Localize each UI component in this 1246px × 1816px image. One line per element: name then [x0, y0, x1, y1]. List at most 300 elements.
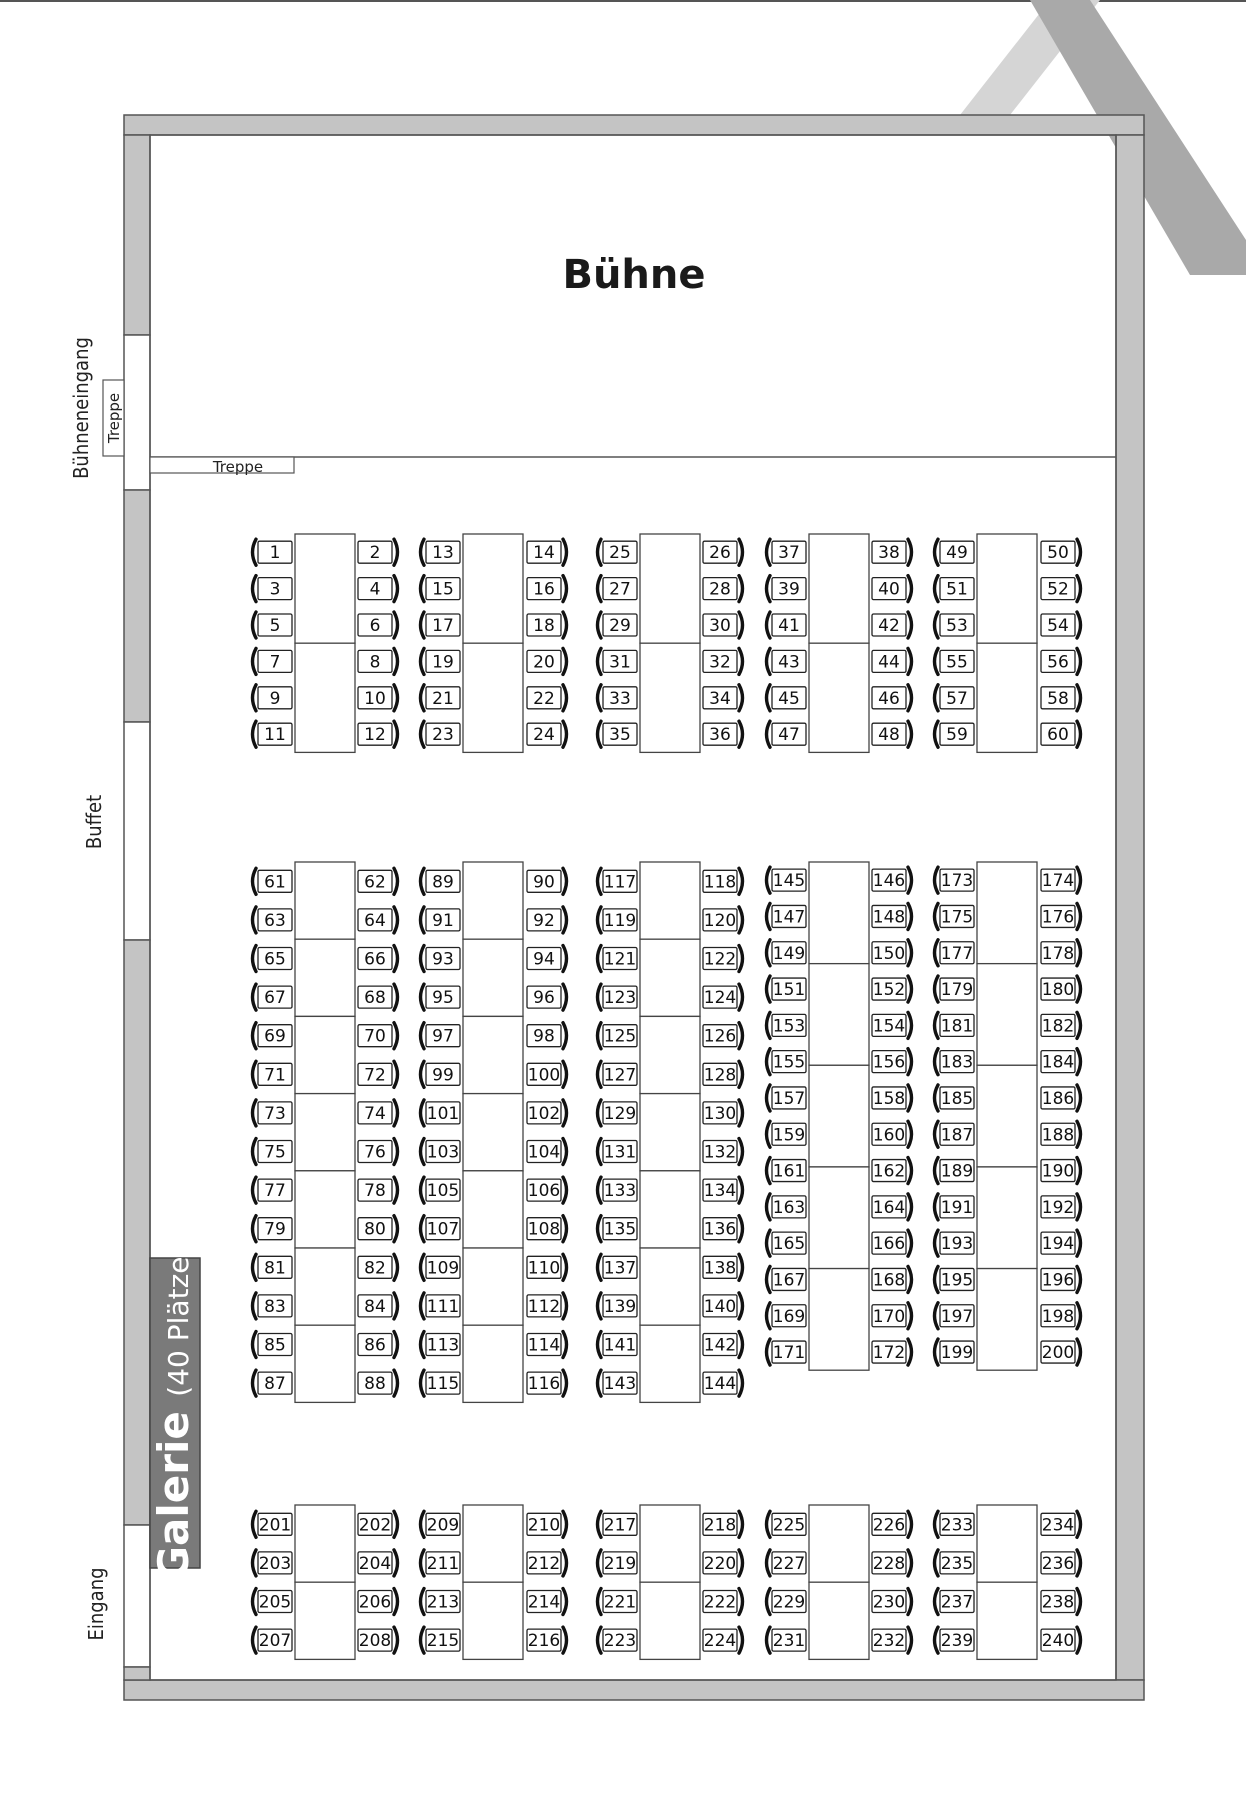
seat-240 [1041, 1627, 1081, 1653]
seat-222 [703, 1589, 743, 1615]
seat-number: 151 [772, 980, 806, 1001]
chair-back [394, 1216, 398, 1242]
seat-106 [527, 1177, 567, 1203]
chair-back [563, 539, 567, 565]
chair-back [394, 576, 398, 602]
seat-number: 114 [527, 1335, 561, 1356]
seat-17 [421, 612, 461, 638]
seat-number: 79 [264, 1219, 286, 1240]
table [463, 1094, 523, 1171]
chair-back [421, 1100, 425, 1126]
seat-127 [598, 1061, 638, 1087]
chair-back [739, 1061, 743, 1087]
seat-104 [527, 1139, 567, 1165]
seat-number: 82 [364, 1258, 386, 1279]
seat-156 [872, 1049, 912, 1075]
chair-back [767, 648, 771, 674]
chair-back [767, 1339, 771, 1365]
chair-back [935, 1230, 939, 1256]
seat-number: 26 [709, 543, 731, 564]
seat-number: 148 [872, 907, 906, 928]
chair-back [1077, 867, 1081, 893]
chair-back [394, 907, 398, 933]
chair-back [767, 721, 771, 747]
seat-113 [421, 1332, 461, 1358]
chair-back [739, 721, 743, 747]
seat-number: 165 [772, 1234, 806, 1255]
seat-number: 70 [364, 1026, 386, 1047]
seat-155 [767, 1049, 807, 1075]
seat-number: 7 [269, 652, 281, 673]
chair-back [767, 1511, 771, 1537]
seat-198 [1041, 1303, 1081, 1329]
seat-number: 85 [264, 1335, 286, 1356]
seat-number: 22 [533, 688, 555, 709]
seat-number: 18 [533, 616, 555, 636]
seat-number: 205 [258, 1592, 292, 1613]
seat-number: 10 [364, 688, 386, 709]
chair-back [935, 648, 939, 674]
seat-number: 34 [709, 688, 731, 709]
seat-30 [703, 612, 743, 638]
seat-90 [527, 868, 567, 894]
chair-back [421, 984, 425, 1010]
table [295, 1505, 355, 1582]
seat-number: 141 [603, 1335, 637, 1356]
chair-back [908, 1627, 912, 1653]
seat-number: 115 [426, 1374, 460, 1395]
chair-back [563, 1293, 567, 1319]
seat-number: 128 [703, 1065, 737, 1086]
seat-number: 13 [432, 543, 454, 564]
chair-back [421, 1139, 425, 1165]
chair-back [598, 946, 602, 972]
chair-back [1077, 685, 1081, 711]
seat-149 [767, 940, 807, 966]
seat-216 [527, 1627, 567, 1653]
chair-back [394, 648, 398, 674]
chair-back [739, 1100, 743, 1126]
seat-15 [421, 576, 461, 602]
chair-back [598, 1627, 602, 1653]
seat-number: 130 [703, 1103, 737, 1124]
chair-back [935, 940, 939, 966]
seat-94 [527, 946, 567, 972]
seat-number: 27 [609, 579, 631, 600]
seat-number: 68 [364, 988, 386, 1009]
seat-number: 81 [264, 1258, 286, 1279]
seat-13 [421, 539, 461, 565]
seat-number: 153 [772, 1016, 806, 1037]
chair-back [739, 612, 743, 638]
seat-10 [358, 685, 398, 711]
seat-number: 209 [426, 1515, 460, 1536]
seat-number: 52 [1047, 579, 1069, 600]
seat-221 [598, 1589, 638, 1615]
chair-back [421, 1293, 425, 1319]
chair-back [739, 1589, 743, 1615]
seat-number: 215 [426, 1631, 460, 1652]
seat-number: 219 [603, 1553, 637, 1574]
seat-229 [767, 1589, 807, 1615]
seat-3 [253, 576, 293, 602]
chair-back [767, 576, 771, 602]
seat-number: 175 [940, 907, 974, 928]
seat-number: 201 [258, 1515, 292, 1536]
seat-number: 203 [258, 1553, 292, 1574]
seat-number: 104 [527, 1142, 561, 1163]
seat-123 [598, 984, 638, 1010]
seat-96 [527, 984, 567, 1010]
chair-back [563, 1216, 567, 1242]
seat-number: 155 [772, 1052, 806, 1073]
chair-back [253, 685, 257, 711]
seat-number: 204 [358, 1553, 392, 1574]
seat-number: 138 [703, 1258, 737, 1279]
chair-back [908, 1339, 912, 1365]
seat-215 [421, 1627, 461, 1653]
chair-back [253, 1589, 257, 1615]
seat-number: 39 [778, 579, 800, 600]
seat-140 [703, 1293, 743, 1319]
seat-number: 154 [872, 1016, 906, 1037]
seat-number: 41 [778, 616, 800, 636]
seat-164 [872, 1194, 912, 1220]
seat-186 [1041, 1085, 1081, 1111]
chair-back [767, 1266, 771, 1292]
table [809, 1269, 869, 1371]
table [977, 1167, 1037, 1269]
seat-224 [703, 1627, 743, 1653]
seat-35 [598, 721, 638, 747]
chair-back [739, 1216, 743, 1242]
seat-number: 56 [1047, 652, 1069, 673]
seat-number: 213 [426, 1592, 460, 1613]
seat-130 [703, 1100, 743, 1126]
seat-number: 28 [709, 579, 731, 600]
seat-number: 65 [264, 949, 286, 970]
seat-number: 48 [878, 725, 900, 746]
seat-77 [253, 1177, 293, 1203]
seat-number: 86 [364, 1335, 386, 1356]
seat-135 [598, 1216, 638, 1242]
chair-back [908, 940, 912, 966]
chair-back [563, 1100, 567, 1126]
seat-number: 1 [269, 543, 281, 564]
chair-back [421, 1216, 425, 1242]
seat-234 [1041, 1511, 1081, 1537]
seat-168 [872, 1266, 912, 1292]
chair-back [563, 1627, 567, 1653]
chair-back [1077, 1589, 1081, 1615]
seat-126 [703, 1023, 743, 1049]
seat-196 [1041, 1266, 1081, 1292]
seat-133 [598, 1177, 638, 1203]
chair-back [598, 685, 602, 711]
chair-back [598, 1139, 602, 1165]
seat-number: 113 [426, 1335, 460, 1356]
seat-131 [598, 1139, 638, 1165]
chair-back [598, 1254, 602, 1280]
seat-82 [358, 1254, 398, 1280]
seat-number: 96 [533, 988, 555, 1009]
seat-27 [598, 576, 638, 602]
chair-back [767, 1085, 771, 1111]
seat-number: 210 [527, 1515, 561, 1536]
seat-number: 140 [703, 1296, 737, 1317]
chair-back [935, 685, 939, 711]
seat-number: 121 [603, 949, 637, 970]
chair-back [908, 1511, 912, 1537]
chair-back [253, 1293, 257, 1319]
seat-number: 105 [426, 1181, 460, 1202]
chair-back [394, 946, 398, 972]
seat-52 [1041, 576, 1081, 602]
seat-36 [703, 721, 743, 747]
seat-number: 23 [432, 725, 454, 746]
seat-number: 149 [772, 943, 806, 964]
chair-back [767, 1194, 771, 1220]
table [295, 1094, 355, 1171]
table [463, 939, 523, 1016]
seat-number: 229 [772, 1592, 806, 1613]
seat-number: 220 [703, 1553, 737, 1574]
seat-number: 173 [940, 871, 974, 892]
chair-back [935, 976, 939, 1002]
seat-114 [527, 1332, 567, 1358]
chair-back [421, 539, 425, 565]
seat-number: 67 [264, 988, 286, 1009]
seat-91 [421, 907, 461, 933]
seat-11 [253, 721, 293, 747]
chair-back [908, 976, 912, 1002]
seat-number: 62 [364, 872, 386, 893]
seat-number: 55 [946, 652, 968, 673]
chair-back [394, 984, 398, 1010]
seat-number: 157 [772, 1088, 806, 1109]
chair-back [739, 1254, 743, 1280]
table [809, 862, 869, 964]
seat-120 [703, 907, 743, 933]
seat-number: 40 [878, 579, 900, 600]
table [640, 534, 700, 643]
seat-number: 47 [778, 725, 800, 746]
seat-121 [598, 946, 638, 972]
seat-98 [527, 1023, 567, 1049]
chair-back [253, 1023, 257, 1049]
seat-number: 88 [364, 1374, 386, 1395]
table [295, 534, 355, 643]
seat-number: 66 [364, 949, 386, 970]
seat-number: 116 [527, 1374, 561, 1395]
chair-back [253, 576, 257, 602]
chair-back [421, 612, 425, 638]
seat-41 [767, 612, 807, 638]
seat-number: 60 [1047, 725, 1069, 746]
chair-back [421, 648, 425, 674]
table [640, 1094, 700, 1171]
seat-220 [703, 1550, 743, 1576]
seat-number: 8 [369, 652, 381, 673]
seat-6 [358, 612, 398, 638]
seat-51 [935, 576, 975, 602]
seat-number: 53 [946, 616, 968, 636]
seat-81 [253, 1254, 293, 1280]
seat-237 [935, 1589, 975, 1615]
chair-back [563, 612, 567, 638]
table [640, 643, 700, 752]
chair-back [739, 984, 743, 1010]
chair-back [1077, 539, 1081, 565]
seat-number: 35 [609, 725, 631, 746]
chair-back [253, 1100, 257, 1126]
table [640, 1248, 700, 1325]
seat-79 [253, 1216, 293, 1242]
seat-8 [358, 648, 398, 674]
seat-number: 93 [432, 949, 454, 970]
seat-number: 37 [778, 543, 800, 564]
seat-number: 177 [940, 943, 974, 964]
seat-number: 6 [369, 616, 381, 636]
seat-202 [358, 1511, 398, 1537]
stairs-horizontal-label: Treppe [212, 458, 264, 476]
seat-number: 99 [432, 1065, 454, 1086]
chair-back [563, 868, 567, 894]
table [640, 1016, 700, 1093]
seat-187 [935, 1121, 975, 1147]
chair-back [908, 1589, 912, 1615]
stage-entrance-label: Bühneneingang [69, 337, 93, 479]
seat-number: 237 [940, 1592, 974, 1613]
seat-29 [598, 612, 638, 638]
chair-back [1077, 1339, 1081, 1365]
chair-back [421, 1370, 425, 1396]
chair-back [394, 1627, 398, 1653]
chair-back [935, 1589, 939, 1615]
seat-number: 89 [432, 872, 454, 893]
seat-number: 36 [709, 725, 731, 746]
seat-219 [598, 1550, 638, 1576]
seat-number: 184 [1041, 1052, 1075, 1073]
seat-number: 192 [1041, 1197, 1075, 1218]
seat-200 [1041, 1339, 1081, 1365]
seat-number: 191 [940, 1197, 974, 1218]
chair-back [1077, 976, 1081, 1002]
chair-back [563, 1370, 567, 1396]
chair-back [394, 1511, 398, 1537]
seat-107 [421, 1216, 461, 1242]
table [295, 1582, 355, 1659]
chair-back [1077, 612, 1081, 638]
seat-147 [767, 903, 807, 929]
seat-153 [767, 1012, 807, 1038]
seat-213 [421, 1589, 461, 1615]
seat-number: 198 [1041, 1306, 1075, 1327]
seat-number: 200 [1041, 1343, 1075, 1364]
seat-number: 145 [772, 871, 806, 892]
seat-number: 158 [872, 1088, 906, 1109]
chair-back [394, 1293, 398, 1319]
seat-136 [703, 1216, 743, 1242]
seat-69 [253, 1023, 293, 1049]
seat-number: 225 [772, 1515, 806, 1536]
seat-number: 142 [703, 1335, 737, 1356]
seat-225 [767, 1511, 807, 1537]
seat-number: 14 [533, 543, 555, 564]
seat-number: 187 [940, 1125, 974, 1146]
chair-back [421, 868, 425, 894]
seat-number: 232 [872, 1631, 906, 1652]
chair-back [739, 1177, 743, 1203]
seat-117 [598, 868, 638, 894]
seat-number: 133 [603, 1181, 637, 1202]
seat-number: 49 [946, 543, 968, 564]
seat-75 [253, 1139, 293, 1165]
chair-back [908, 612, 912, 638]
chair-back [563, 907, 567, 933]
seat-195 [935, 1266, 975, 1292]
seat-number: 111 [426, 1296, 460, 1317]
seat-number: 38 [878, 543, 900, 564]
seat-number: 3 [269, 579, 281, 600]
buffet-label: Buffet [82, 794, 106, 850]
seat-38 [872, 539, 912, 565]
seat-214 [527, 1589, 567, 1615]
seat-32 [703, 648, 743, 674]
seat-number: 135 [603, 1219, 637, 1240]
seat-number: 214 [527, 1592, 561, 1613]
chair-back [935, 1303, 939, 1329]
seat-number: 211 [426, 1553, 460, 1574]
seat-number: 97 [432, 1026, 454, 1047]
table [809, 643, 869, 752]
chair-back [908, 1121, 912, 1147]
chair-back [598, 984, 602, 1010]
seat-227 [767, 1550, 807, 1576]
chair-back [767, 1121, 771, 1147]
seat-146 [872, 867, 912, 893]
seat-number: 5 [269, 616, 281, 636]
seat-number: 91 [432, 910, 454, 931]
seat-number: 156 [872, 1052, 906, 1073]
seat-number: 127 [603, 1065, 637, 1086]
chair-back [394, 1589, 398, 1615]
chair-back [935, 1194, 939, 1220]
seat-number: 63 [264, 910, 286, 931]
seat-172 [872, 1339, 912, 1365]
seat-number: 71 [264, 1065, 286, 1086]
chair-back [767, 903, 771, 929]
seat-number: 188 [1041, 1125, 1075, 1146]
chair-back [253, 1511, 257, 1537]
gallery-title: Galerie [149, 1411, 198, 1581]
seat-33 [598, 685, 638, 711]
chair-back [767, 976, 771, 1002]
seat-number: 120 [703, 910, 737, 931]
chair-back [908, 903, 912, 929]
chair-back [253, 1550, 257, 1576]
seat-number: 73 [264, 1103, 286, 1124]
chair-back [935, 903, 939, 929]
seat-238 [1041, 1589, 1081, 1615]
chair-back [253, 1627, 257, 1653]
seat-71 [253, 1061, 293, 1087]
seat-number: 147 [772, 907, 806, 928]
seat-number: 43 [778, 652, 800, 673]
stage-entrance-opening [124, 335, 150, 490]
seat-number: 42 [878, 616, 900, 636]
seating-layer [253, 534, 1081, 1659]
